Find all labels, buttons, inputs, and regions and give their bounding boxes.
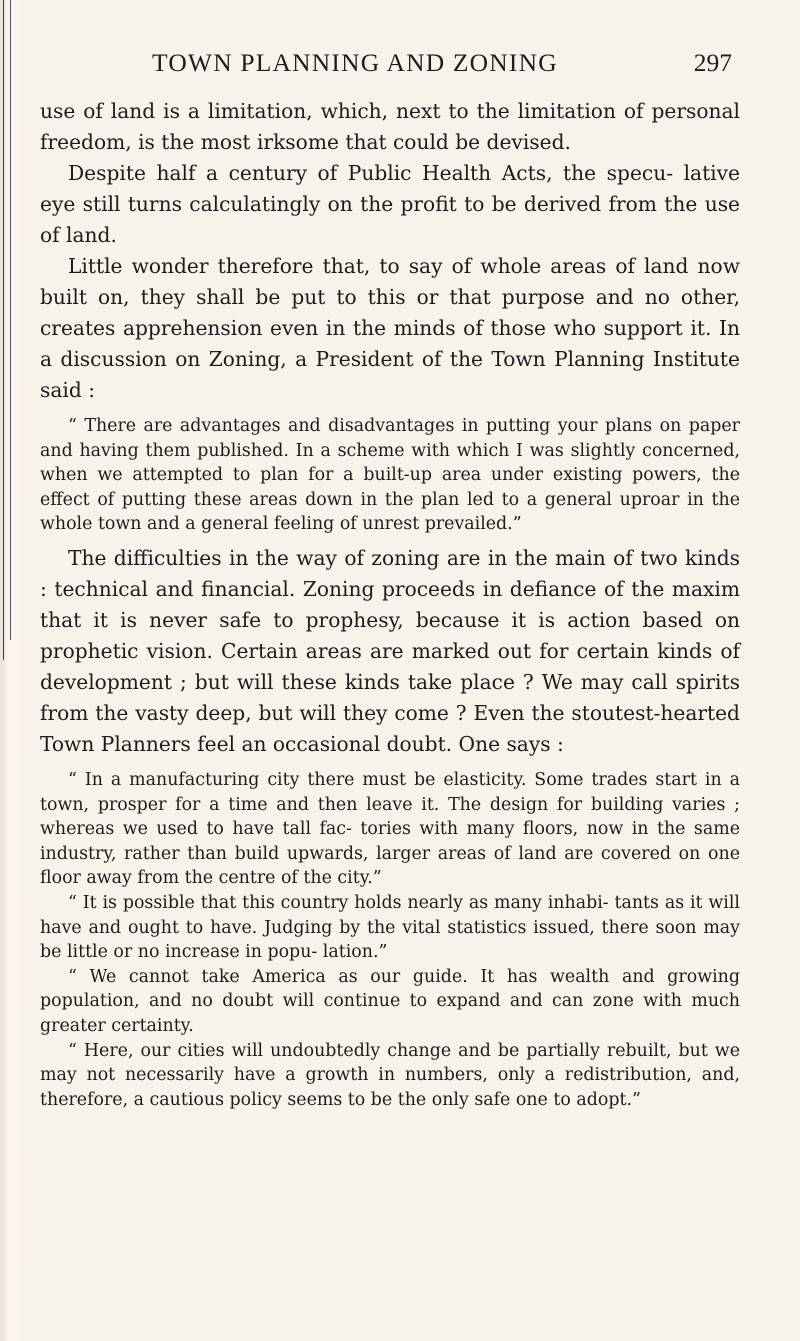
binding-line	[3, 0, 4, 660]
running-head	[40, 48, 740, 82]
block-quote: “ There are advantages and disadvantages in putting your plans on paper and having them published. In a scheme with which I was slightly concerned, when we attempted to plan for a built-up area under existing powers, the effect of putting these areas down in the plan led to a general uproar in the whole town and a general feeling of unrest prevailed.”	[40, 416, 740, 535]
binding-line	[10, 0, 11, 640]
block-quote: “ It is possible that this country holds nearly as many inhabi- tants as it will have and ought to have. Judging by the vital statistics issued, there soon may be little or no increase in popu- lation.”	[40, 892, 740, 963]
body-text	[40, 96, 740, 1112]
block-quote: “ Here, our cities will undoubtedly change and be partially rebuilt, but we may not necessarily have a growth in numbers, only a redistribution, and, therefore, a cautious policy seems to be the only safe one to adopt.”	[40, 1040, 740, 1110]
paragraph: use of land is a limitation, which, next to the limitation of personal freedom, is the most irksome that could be devised.	[40, 99, 740, 154]
block-quote: “ We cannot take America as our guide. It has wealth and growing population, and no doubt will continue to expand and can zone with much greater certainty.	[40, 966, 740, 1036]
paragraph: Despite half a century of Public Health Acts, the specu- lative eye still turns calculatingly on the profit to be derived from the use of land.	[40, 161, 740, 247]
page-edge	[0, 0, 22, 1341]
page-number: 297	[693, 48, 732, 77]
paragraph: The difficulties in the way of zoning are in the main of two kinds : technical and financial. Zoning proceeds in defiance of the maxim that it is never safe to prophesy, because it is action based on prophetic vision. Certain areas are marked out for certain kinds of development ; but will these kinds take place ? We may call spirits from the vasty deep, but will they come ? Even the stoutest-hearted Town Planners feel an occasional doubt. One says :	[40, 545, 740, 756]
block-quote: “ In a manufacturing city there must be elasticity. Some trades start in a town, prosper for a time and then leave it. The design for building varies ; whereas we used to have tall fac- tories with many floors, now in the same industry, rather than build upwards, larger areas of land are covered on one floor away from the centre of the city.”	[40, 769, 740, 889]
running-title: TOWN PLANNING AND ZONING	[152, 48, 558, 77]
paragraph: Little wonder therefore that, to say of whole areas of land now built on, they shall be put to this or that purpose and no other, creates apprehension even in the minds of those who support it. In a discussion on Zoning, a President of the Town Planning Institute said :	[40, 254, 740, 402]
